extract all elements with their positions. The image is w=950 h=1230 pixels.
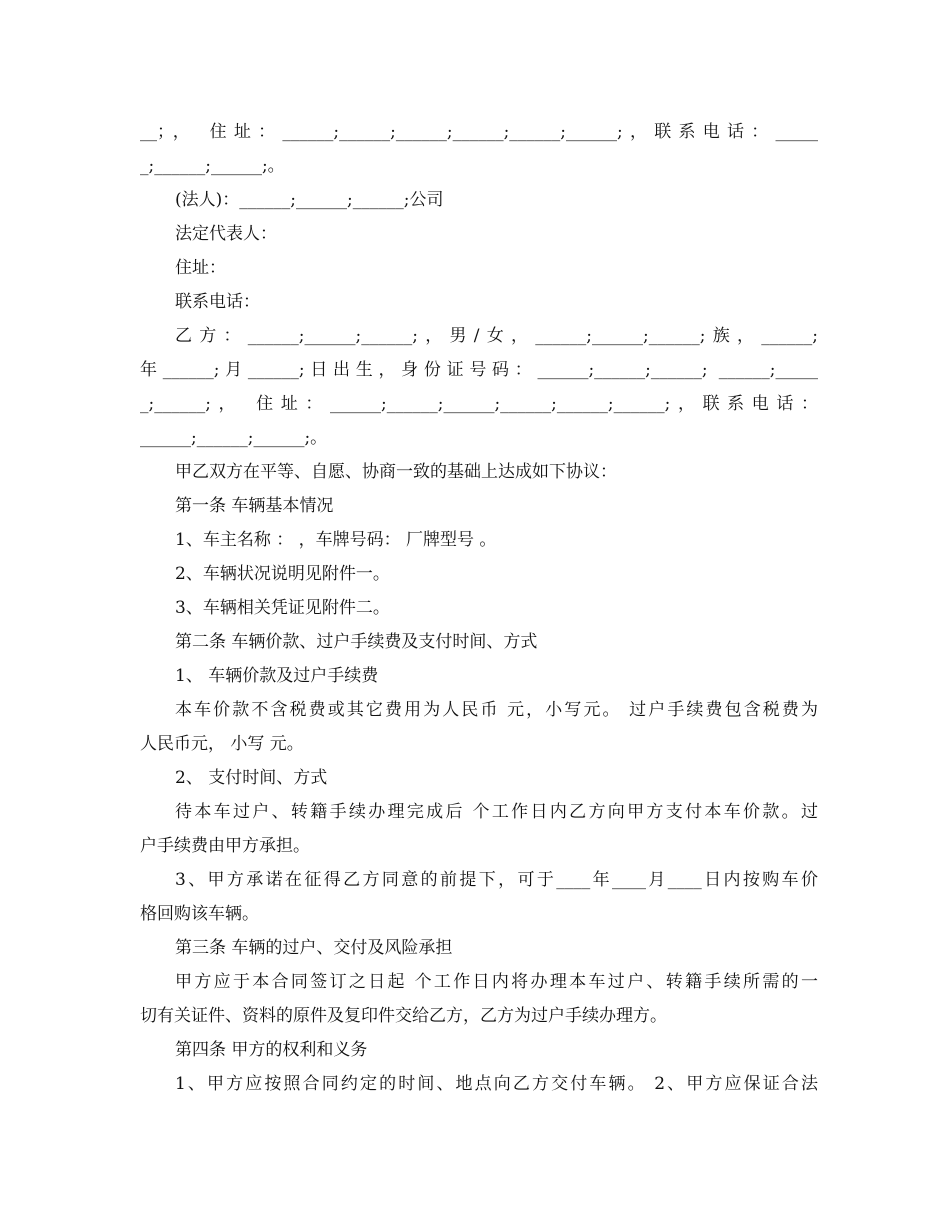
text-line-legal-representative: 法定代表人： bbox=[175, 224, 277, 244]
text-line-payment-heading: 2、 支付时间、方式 bbox=[175, 768, 328, 788]
text-line-price-detail-cont: 人民币元， 小写 元。 bbox=[140, 734, 304, 754]
text-line-party-a-address: __；， 住址：______;______;______;______;______;______;，联系电话：_____ bbox=[140, 122, 818, 142]
text-line-buyback: 3、甲方承诺在征得乙方同意的前提下，可于____年____月____日内按购车价 bbox=[175, 870, 818, 890]
heading-article-3: 第三条 车辆的过户、交付及风险承担 bbox=[175, 938, 453, 958]
text-line-buyback-cont: 格回购该车辆。 bbox=[140, 904, 259, 924]
text-line-phone: 联系电话： bbox=[175, 292, 260, 312]
text-line-transfer-detail-cont: 切有关证件、资料的原件及复印件交给乙方，乙方为过户手续办理方。 bbox=[140, 1006, 667, 1026]
text-line-price-heading: 1、 车辆价款及过户手续费 bbox=[175, 666, 379, 686]
text-line-party-a-phone-cont: _;______;______;。 bbox=[140, 156, 285, 176]
text-line-attachment-1: 2、车辆状况说明见附件一。 bbox=[175, 564, 390, 584]
text-line-agreement-intro: 甲乙双方在平等、自愿、协商一致的基础上达成如下协议： bbox=[175, 462, 617, 482]
text-line-party-b: 乙方：______;______;______;，男/女，______;______;______;族，______; bbox=[175, 326, 818, 346]
text-line-address: 住址： bbox=[175, 258, 226, 278]
text-line-legal-person: (法人)：______;______;______;公司 bbox=[175, 190, 444, 210]
text-line-price-detail: 本车价款不含税费或其它费用为人民币 元，小写元。 过户手续费包含税费为 bbox=[175, 700, 818, 720]
text-line-owner-name: 1、车主名称 ： ，车牌号码： 厂牌型号 。 bbox=[175, 530, 497, 550]
text-line-attachment-2: 3、车辆相关凭证见附件二。 bbox=[175, 598, 390, 618]
heading-article-2: 第二条 车辆价款、过户手续费及支付时间、方式 bbox=[175, 632, 538, 652]
text-line-payment-detail: 待本车过户、转籍手续办理完成后 个工作日内乙方向甲方支付本车价款。过 bbox=[175, 802, 818, 822]
heading-article-1: 第一条 车辆基本情况 bbox=[175, 496, 334, 516]
text-line-party-b-birth: 年______;月______;日出生，身份证号码：______;______;______; ______;_____ bbox=[140, 360, 818, 380]
text-line-transfer-detail: 甲方应于本合同签订之日起 个工作日内将办理本车过户、转籍手续所需的一 bbox=[175, 972, 818, 992]
document-body bbox=[140, 115, 818, 1101]
text-line-party-b-address: _;______;， 住址：______;______;______;______;______;______;，联系电话： bbox=[140, 394, 818, 414]
text-line-party-b-phone-cont: ______;______;______;。 bbox=[140, 428, 328, 448]
text-line-party-a-obligations: 1、甲方应按照合同约定的时间、地点向乙方交付车辆。 2、甲方应保证合法 bbox=[175, 1074, 818, 1094]
text-line-payment-detail-cont: 户手续费由甲方承担。 bbox=[140, 836, 310, 856]
heading-article-4: 第四条 甲方的权利和义务 bbox=[175, 1040, 368, 1060]
